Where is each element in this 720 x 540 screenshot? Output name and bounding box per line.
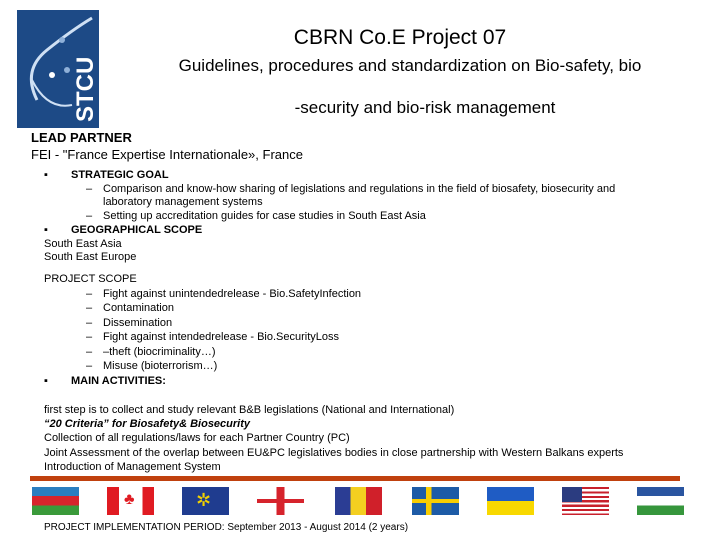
list-item: Contamination — [103, 302, 174, 314]
flag-azerbaijan-icon — [32, 487, 79, 515]
flag-eu-icon: ✲ — [182, 487, 229, 515]
list-item: first step is to collect and study relevant B&B legislations (National and International) — [44, 404, 455, 416]
list-item: Introduction of Management System — [44, 461, 221, 473]
flag-georgia-icon — [257, 487, 304, 515]
dash: – — [86, 317, 93, 329]
lead-partner-value: FEI - "France Expertise Internationale», France — [31, 147, 303, 162]
dash: – — [86, 360, 93, 372]
dash: – — [86, 210, 93, 222]
list-item: South East Asia — [44, 238, 122, 250]
main-activities-heading: MAIN ACTIVITIES: — [71, 375, 166, 387]
strategic-goal-heading: STRATEGIC GOAL — [71, 169, 169, 181]
flag-moldova-icon — [335, 487, 382, 515]
project-scope-heading: PROJECT SCOPE — [44, 273, 137, 285]
list-item: Comparison and know-how sharing of legislations and regulations in the field of biosafety, biosecurity and — [103, 183, 616, 195]
dash: – — [86, 302, 93, 314]
dash: – — [86, 288, 93, 300]
bullet: ▪ — [44, 375, 48, 387]
dash: – — [86, 331, 93, 343]
list-item: Fight against unintendedrelease - Bio.SafetyInfection — [103, 288, 362, 300]
list-item: Fight against intendedrelease - Bio.SecurityLoss — [103, 331, 340, 343]
list-item: –theft (biocriminality…) — [103, 346, 216, 358]
bullet: ▪ — [44, 169, 48, 181]
list-item: Misuse (bioterrorism…) — [103, 360, 218, 372]
dash: – — [86, 183, 93, 195]
lead-partner-label: LEAD PARTNER — [31, 130, 132, 145]
flag-uzbekistan-icon — [637, 487, 684, 515]
list-item: Setting up accreditation guides for case studies in South East Asia — [103, 210, 426, 222]
subtitle-line-1: Guidelines, procedures and standardization on Bio-safety, bio — [178, 56, 642, 75]
list-item: laboratory management systems — [103, 196, 263, 208]
flag-usa-icon — [562, 487, 609, 515]
bullet: ▪ — [44, 224, 48, 236]
flag-ukraine-icon — [487, 487, 534, 515]
dash: – — [86, 346, 93, 358]
list-item: Joint Assessment of the overlap between EU&PC legislatives bodies in close partnership with Western Balkans experts — [44, 447, 624, 459]
stcu-logo — [17, 10, 99, 128]
implementation-period: PROJECT IMPLEMENTATION PERIOD: September 2013 - August 2014 (2 years) — [44, 522, 409, 533]
list-item: Collection of all regulations/laws for each Partner Country (PC) — [44, 432, 350, 444]
divider-line — [30, 476, 680, 481]
list-item: Dissemination — [103, 317, 173, 329]
list-item: South East Europe — [44, 251, 137, 263]
flag-canada-icon: ♣ — [107, 487, 154, 515]
subtitle-line-2: -security and bio-risk management — [294, 98, 556, 117]
list-item: “20 Criteria” for Biosafety& Biosecurity — [44, 418, 251, 430]
geo-scope-heading: GEOGRAPHICAL SCOPE — [71, 224, 203, 236]
flag-sweden-icon — [412, 487, 459, 515]
svg-text:STCU: STCU — [72, 56, 99, 122]
page-title: CBRN Co.E Project 07 — [293, 26, 507, 49]
